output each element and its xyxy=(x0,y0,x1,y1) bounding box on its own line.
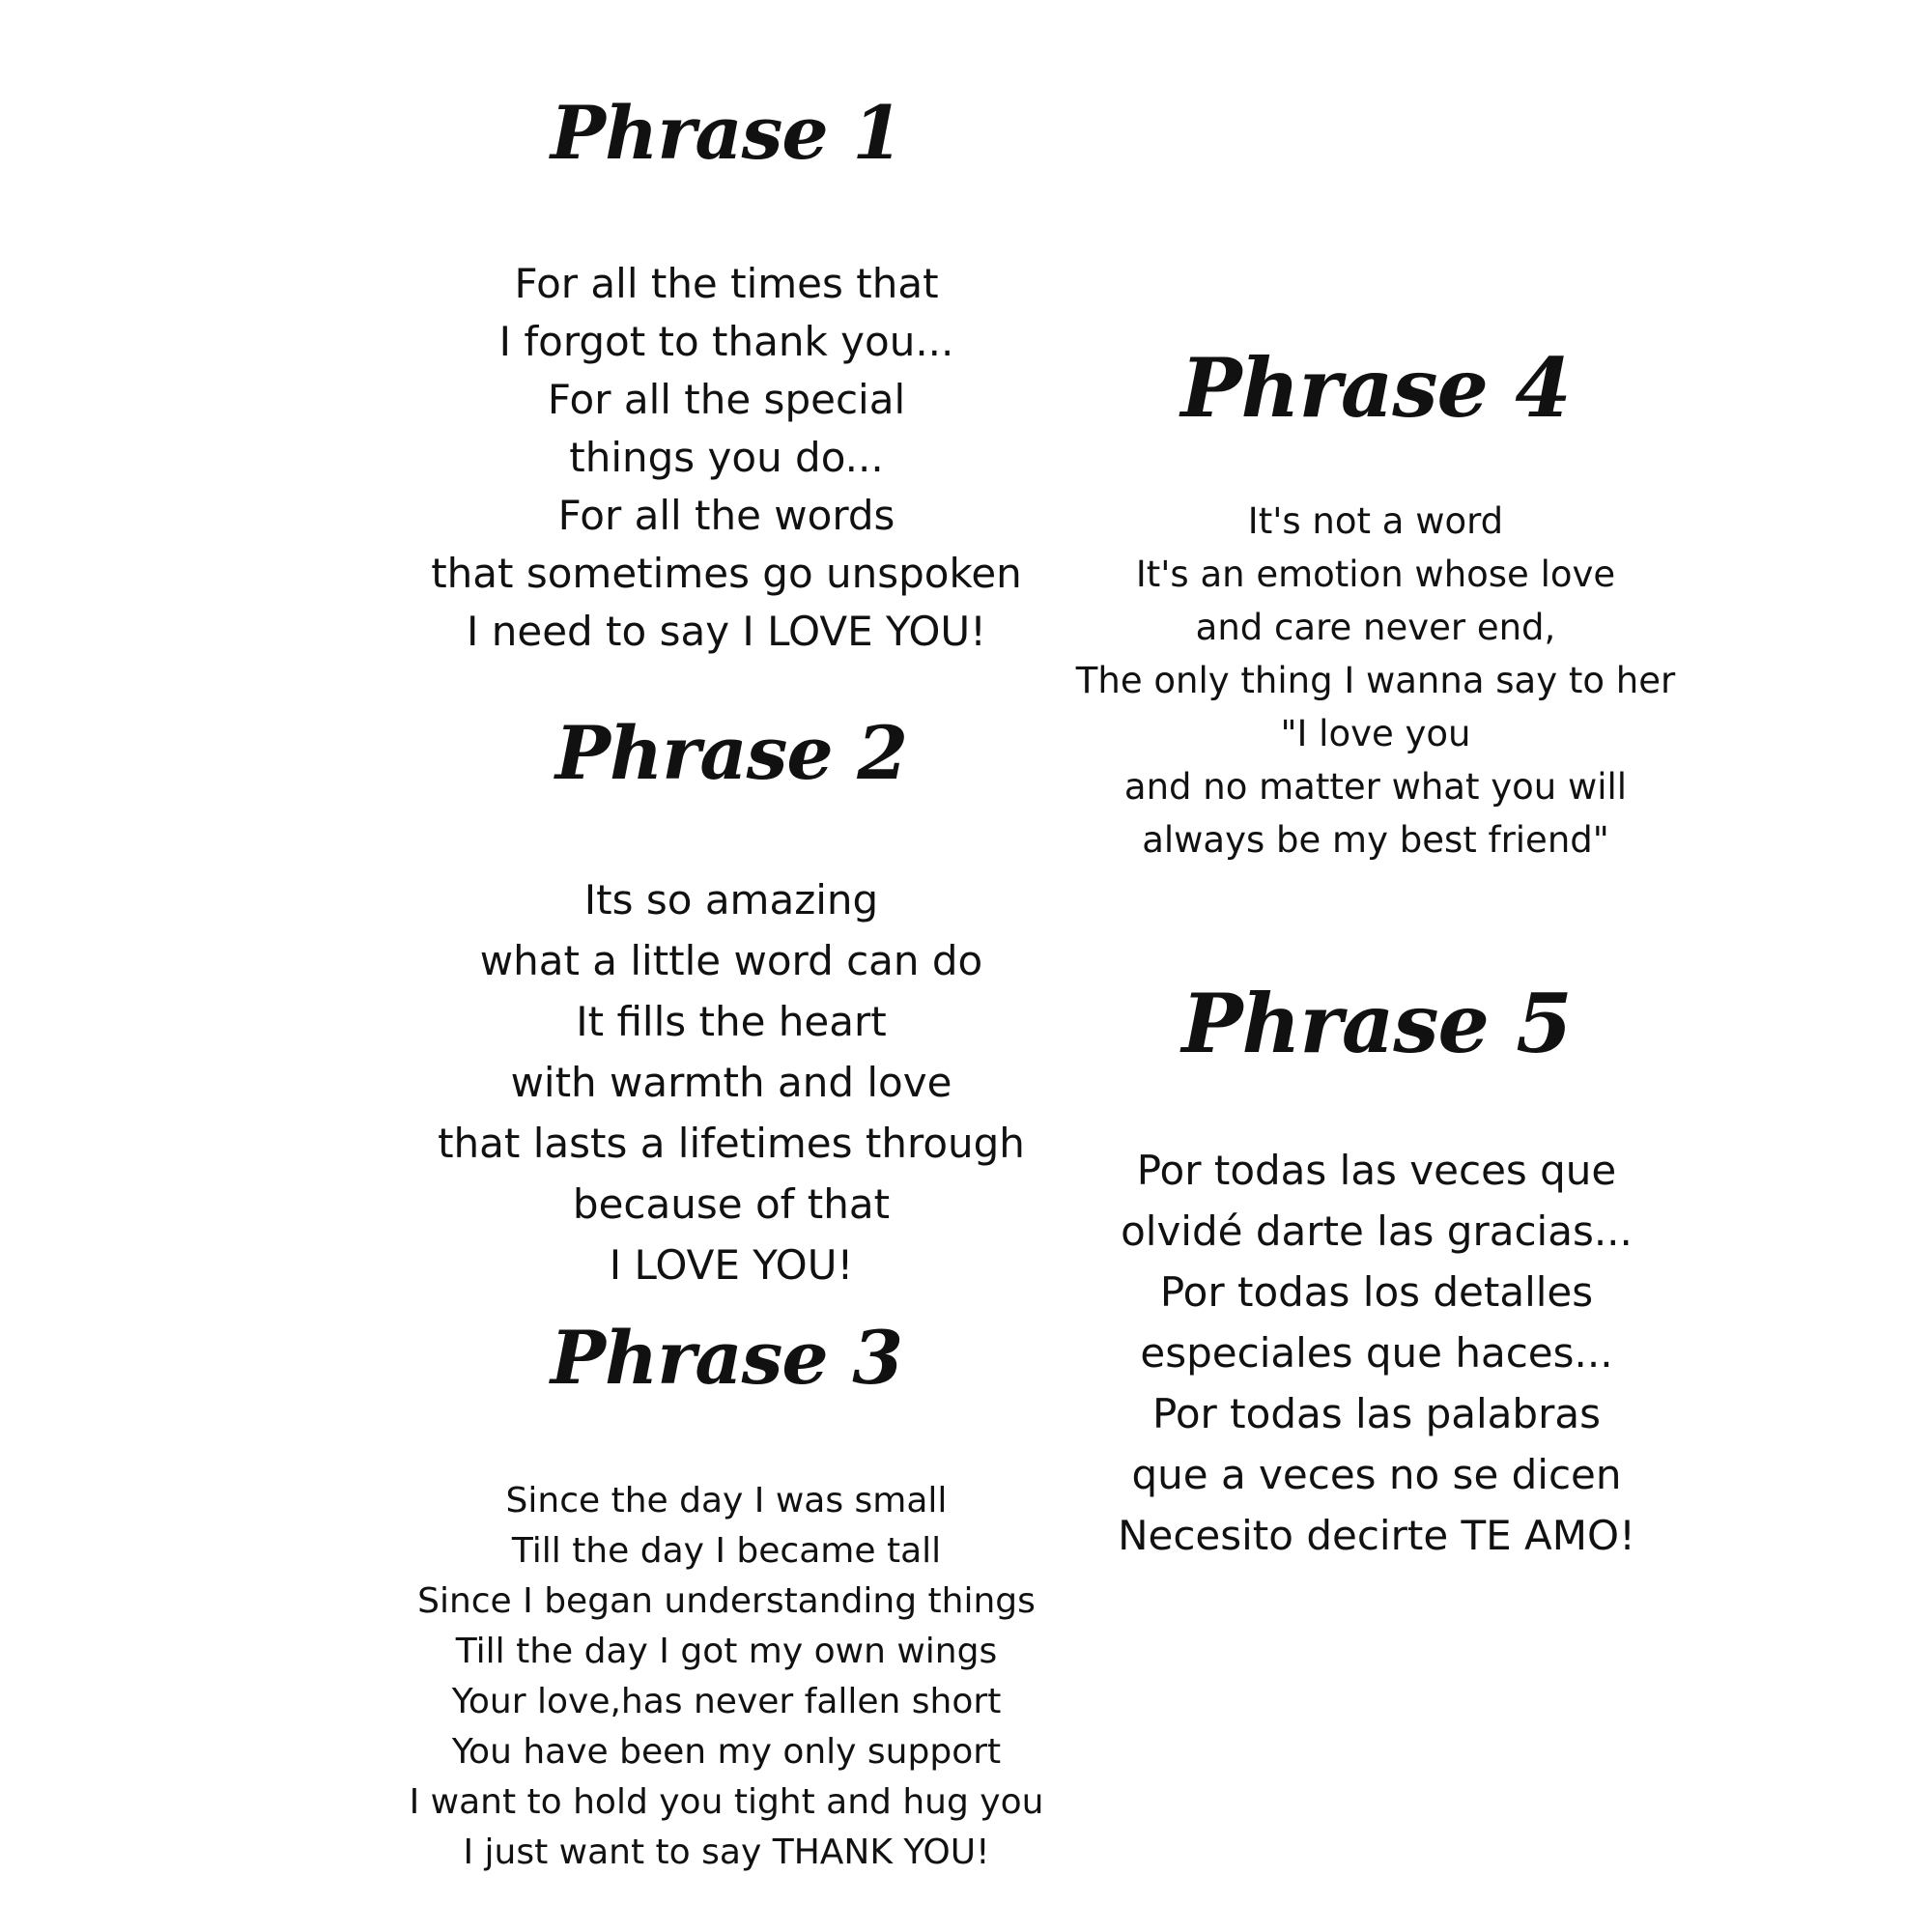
phrase-3-line-8: I just want to say THANK YOU! xyxy=(463,1833,990,1872)
phrase-4-line-4: The only thing I wanna say to her xyxy=(1075,660,1676,701)
phrase-2-line-5: that lasts a lifetimes through xyxy=(438,1120,1025,1167)
phrase-1-line-2: I forgot to thank you... xyxy=(498,318,954,365)
phrase-3-line-3: Since I began understanding things xyxy=(417,1581,1036,1621)
phrase-2-text xyxy=(438,869,1025,1295)
phrase-2-line-6: because of that xyxy=(572,1180,891,1228)
phrase-3-title: Phrase 3 xyxy=(550,1315,903,1401)
phrase-4-block xyxy=(1075,340,1676,867)
phrase-5-title: Phrase 5 xyxy=(1181,976,1572,1071)
phrase-3-line-7: I want to hold you tight and hug you xyxy=(409,1782,1044,1822)
phrase-2-line-7: I LOVE YOU! xyxy=(609,1241,854,1289)
phrase-5-line-7: Necesito decirte TE AMO! xyxy=(1118,1512,1635,1559)
phrase-1-title: Phrase 1 xyxy=(550,90,903,176)
phrase-5-block xyxy=(1118,976,1635,1566)
phrase-3-block xyxy=(409,1315,1044,1878)
phrase-5-line-2: olvidé darte las gracias... xyxy=(1121,1208,1633,1255)
phrase-2-title: Phrase 2 xyxy=(554,710,908,796)
phrase-5-line-6: que a veces no se dicen xyxy=(1131,1451,1622,1498)
phrase-1-block xyxy=(431,90,1022,661)
phrase-2-line-3: It fills the heart xyxy=(576,998,887,1045)
phrase-3-line-1: Since the day I was small xyxy=(505,1481,948,1520)
phrase-5-line-3: Por todas los detalles xyxy=(1159,1268,1594,1316)
phrase-2-line-4: with warmth and love xyxy=(510,1059,952,1106)
phrase-4-line-3: and care never end, xyxy=(1195,607,1556,648)
phrase-3-text xyxy=(410,1476,1044,1878)
phrase-3-line-6: You have been my only support xyxy=(451,1732,1002,1772)
phrase-5-text xyxy=(1118,1140,1635,1566)
phrase-1-line-1: For all the times that xyxy=(514,260,939,307)
phrase-1-line-6: that sometimes go unspoken xyxy=(431,550,1022,597)
phrase-3-line-4: Till the day I got my own wings xyxy=(455,1632,998,1671)
phrase-4-title: Phrase 4 xyxy=(1180,340,1571,436)
phrase-4-line-1: It's not a word xyxy=(1247,500,1504,542)
phrase-4-line-6: and no matter what you will xyxy=(1123,766,1628,808)
phrase-1-text xyxy=(431,255,1022,661)
phrase-4-text xyxy=(1076,495,1675,867)
phrase-5-line-1: Por todas las veces que xyxy=(1136,1147,1617,1194)
phrase-2-line-1: Its so amazing xyxy=(583,876,879,923)
phrase-3-line-5: Your love,has never fallen short xyxy=(451,1682,1002,1721)
phrase-1-line-3: For all the special xyxy=(547,376,906,423)
phrase-3-line-2: Till the day I became tall xyxy=(511,1531,942,1571)
phrase-4-line-2: It's an emotion whose love xyxy=(1135,554,1616,595)
phrase-2-block xyxy=(438,710,1025,1295)
phrase-4-line-5: "I love you xyxy=(1280,713,1471,754)
phrase-5-line-5: Por todas las palabras xyxy=(1152,1390,1601,1437)
phrase-1-line-5: For all the words xyxy=(557,492,895,539)
phrase-4-line-7: always be my best friend" xyxy=(1142,819,1609,861)
phrase-1-line-4: things you do... xyxy=(569,434,884,481)
phrase-2-line-2: what a little word can do xyxy=(479,937,983,984)
phrase-5-line-4: especiales que haces... xyxy=(1140,1329,1613,1377)
phrase-1-line-7: I need to say I LOVE YOU! xyxy=(467,608,986,655)
